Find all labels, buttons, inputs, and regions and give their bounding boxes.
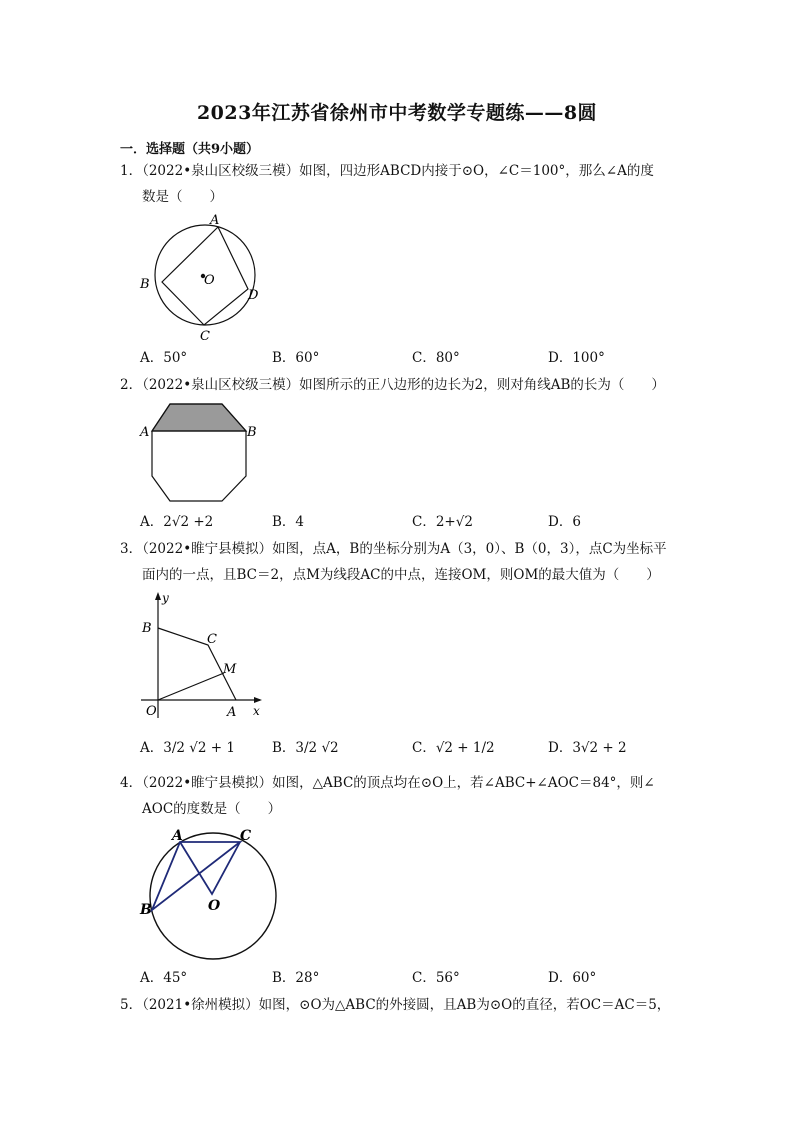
q4-option-b[interactable]: B．28° — [272, 970, 320, 986]
q4-label-c: C — [240, 828, 252, 844]
question-3-stem-line1: 3．（2022•睢宁县模拟）如图，点A，B的坐标分别为A（3，0）、B（0，3），点C为坐标平 — [120, 541, 667, 557]
q1-option-b[interactable]: B．60° — [272, 350, 320, 366]
question-1-stem-line1: 1．（2022•泉山区校级三模）如图，四边形ABCD内接于⊙O，∠C＝100°，那么∠A的度 — [120, 163, 654, 179]
q3-label-o: O — [146, 704, 157, 719]
question-2-options — [140, 510, 660, 534]
q3-option-a[interactable]: A．3/2 √2 + 1 — [140, 740, 235, 756]
question-1-stem-line2: 数是（ ） — [142, 189, 223, 205]
q3-label-x: x — [253, 704, 260, 718]
q1-option-c[interactable]: C．80° — [412, 350, 460, 366]
q1-label-c: C — [200, 329, 210, 344]
q3-segment-om — [158, 673, 224, 700]
q1-label-b: B — [140, 277, 150, 292]
q1-label-d: D — [248, 288, 259, 303]
question-3-options — [140, 736, 660, 760]
q3-y-arrow — [155, 592, 161, 600]
question-4-options — [140, 966, 660, 990]
q3-label-c: C — [207, 632, 217, 647]
q3-figure-coordinate — [136, 590, 268, 720]
q4-option-c[interactable]: C．56° — [412, 970, 460, 986]
q2-label-b: B — [247, 425, 257, 440]
section-heading: 一．选择题（共9小题） — [120, 142, 260, 157]
question-4 — [120, 770, 680, 822]
q1-option-a[interactable]: A．50° — [140, 350, 188, 366]
q4-label-a: A — [172, 828, 183, 844]
q4-triangle-abc — [152, 842, 240, 910]
q2-shaded-region — [152, 404, 246, 431]
q4-option-a[interactable]: A．45° — [140, 970, 188, 986]
question-3-stem-line2: 面内的一点，且BC＝2，点M为线段AC的中点，连接OM，则OM的最大值为（ ） — [142, 567, 660, 583]
q4-figure-circle-triangle — [136, 822, 286, 964]
q3-label-m: M — [223, 662, 237, 677]
q4-option-d[interactable]: D．60° — [548, 970, 597, 986]
q1-option-d[interactable]: D．100° — [548, 350, 605, 366]
question-1-options — [140, 346, 660, 370]
q4-label-o: O — [208, 898, 221, 914]
question-1 — [120, 158, 680, 210]
question-2-stem-line1: 2．（2022•泉山区校级三模）如图所示的正八边形的边长为2，则对角线AB的长为（ ） — [120, 377, 665, 393]
q2-option-d[interactable]: D．6 — [548, 514, 581, 530]
page-title: 2023年江苏省徐州市中考数学专题练——8圆 — [196, 102, 598, 124]
q3-label-a: A — [227, 705, 237, 720]
q3-option-b[interactable]: B．3/2 √2 — [272, 740, 339, 756]
q1-figure-circle-quadrilateral — [136, 214, 266, 344]
q3-label-y: y — [162, 591, 169, 605]
question-3 — [120, 536, 680, 588]
q1-label-a: A — [210, 214, 220, 228]
question-5 — [120, 992, 680, 1018]
q2-figure-octagon — [136, 400, 266, 508]
question-2 — [120, 372, 680, 398]
question-4-stem-line2: AOC的度数是（ ） — [142, 801, 282, 817]
q3-option-d[interactable]: D．3√2 + 2 — [548, 740, 627, 756]
q1-label-o: O — [204, 273, 215, 288]
question-4-stem-line1: 4．（2022•睢宁县模拟）如图，△ABC的顶点均在⊙O上，若∠ABC+∠AOC＝84°，则∠ — [120, 775, 655, 791]
q2-label-a: A — [140, 425, 150, 440]
q2-option-a[interactable]: A．2√2 +2 — [140, 514, 214, 530]
q3-label-b: B — [142, 621, 152, 636]
q3-option-c[interactable]: C．√2 + 1/2 — [412, 740, 495, 756]
q3-x-arrow — [254, 697, 262, 703]
q4-label-b: B — [140, 902, 152, 918]
question-5-stem-line1: 5．（2021•徐州模拟）如图，⊙O为△ABC的外接圆，且AB为⊙O的直径，若OC＝AC＝5， — [120, 997, 671, 1013]
q2-option-b[interactable]: B．4 — [272, 514, 305, 530]
q2-option-c[interactable]: C．2+√2 — [412, 514, 473, 530]
